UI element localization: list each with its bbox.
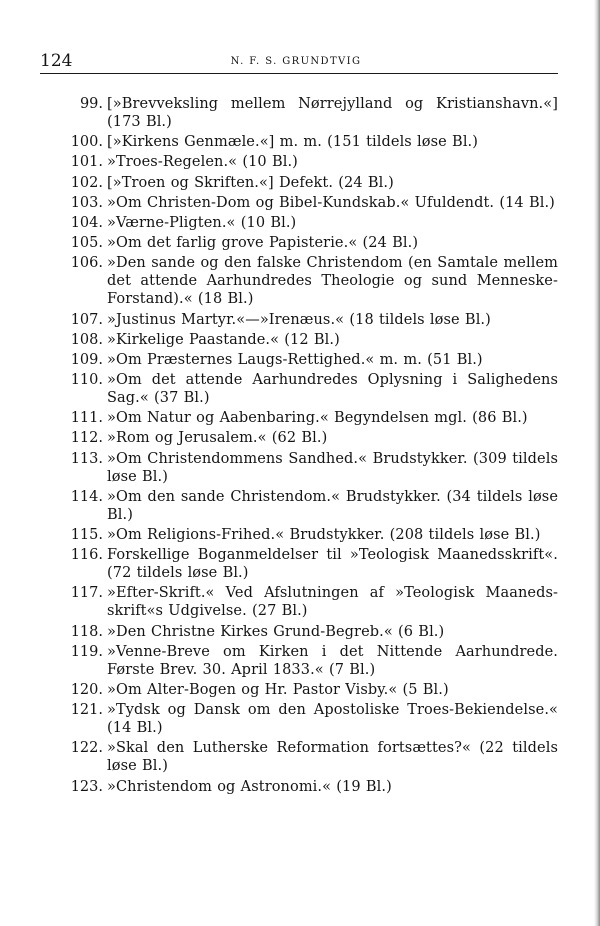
- entry-number: 122.: [70, 740, 103, 757]
- entry-text: »Om Religions-Frihed.« Brudstykker. (208 tildels løse Bl.): [107, 527, 541, 543]
- entry-text: [»Brevveksling mellem Nørrejylland og Kristianshavn.«] (173 Bl.): [107, 96, 558, 130]
- list-item: [58, 584, 558, 620]
- entry-text: »Om det farlig grove Papisterie.« (24 Bl.): [107, 235, 419, 252]
- list-item: [58, 371, 558, 407]
- entry-text: »Om Christendommens Sandhed.« Brudstykker. (309 tildels løse Bl.): [107, 450, 558, 485]
- entry-text: »Om det attende Aarhundredes Oplysning i Salighedens Sag.« (37 Bl.): [107, 372, 558, 407]
- entry-number: 107.: [70, 311, 103, 328]
- entry-text: [»Troen og Skriften.«] Defekt. (24 Bl.): [107, 174, 394, 191]
- list-item: [58, 153, 558, 171]
- list-item: [58, 234, 558, 252]
- entry-number: 111.: [70, 410, 103, 427]
- entry-number: 103.: [70, 194, 103, 211]
- list-item: [58, 331, 558, 349]
- list-item: [58, 351, 558, 369]
- entry-number: 106.: [70, 255, 103, 272]
- entry-text: »Den Christne Kirkes Grund-Begreb.« (6 Bl.): [107, 623, 445, 640]
- entry-text: »Skal den Lutherske Reformation fortsættes?« (22 tildels løse Bl.): [107, 740, 558, 775]
- manuscript-list: [58, 95, 558, 798]
- entry-number: 119.: [70, 643, 103, 660]
- running-head: N. F. S. GRUNDTVIG: [230, 56, 362, 67]
- list-item: [58, 681, 558, 699]
- list-item: [58, 778, 558, 796]
- entry-text: [»Kirkens Genmæle.«] m. m. (151 tildels løse Bl.): [107, 134, 479, 151]
- entry-text: »Venne-Breve om Kirken i det Nittende Aarhundrede. Første Brev. 30. April 1833.« (7 Bl.): [107, 643, 558, 678]
- entry-number: 120.: [70, 681, 103, 698]
- entry-number: 123.: [70, 778, 103, 795]
- entry-number: 110.: [70, 372, 103, 389]
- entry-text: »Om den sande Christendom.« Brudstykker. (34 tildels løse Bl.): [107, 488, 558, 523]
- list-item: [58, 254, 558, 308]
- entry-text: »Om Christen-Dom og Bibel-Kundskab.« Ufuldendt. (14 Bl.): [107, 194, 555, 211]
- entry-text: »Rom og Jerusalem.« (62 Bl.): [107, 430, 328, 447]
- list-item: [58, 450, 558, 486]
- entry-number: 116.: [70, 547, 103, 564]
- entry-number: 100.: [70, 134, 103, 151]
- entry-number: 105.: [70, 235, 103, 252]
- entry-text: »Justinus Martyr.«—»Irenæus.« (18 tildels løse Bl.): [107, 311, 491, 328]
- list-item: [58, 739, 558, 775]
- list-item: [58, 701, 558, 737]
- entry-text: Forskellige Boganmeldelser til »Teologisk Maanedsskrift«. (72 tildels løse Bl.): [107, 547, 558, 582]
- entry-text: »Den sande og den falske Christendom (en Samtale mellem det attende Aarhundredes Theologie og sund Menneske-Forstand).« (18 Bl.): [107, 255, 558, 308]
- page-edge-shadow: [594, 0, 600, 926]
- entry-number: 117.: [70, 585, 103, 602]
- list-item: [58, 214, 558, 232]
- entry-text: »Efter-Skrift.« Ved Afslutningen af »Teologisk Maaneds-skrift«s Udgivelse. (27 Bl.): [107, 585, 558, 620]
- list-item: [58, 643, 558, 679]
- list-item: [58, 194, 558, 212]
- entry-text: »Om Alter-Bogen og Hr. Pastor Visby.« (5 Bl.): [107, 681, 449, 698]
- entry-number: 99.: [79, 96, 103, 112]
- list-item: [58, 311, 558, 329]
- list-item: [58, 429, 558, 447]
- header-rule: [40, 73, 558, 74]
- list-item: [58, 546, 558, 582]
- entry-number: 109.: [70, 351, 103, 368]
- entry-number: 113.: [70, 450, 103, 467]
- list-item: [58, 526, 558, 544]
- page-header: [40, 46, 552, 76]
- entry-text: »Troes-Regelen.« (10 Bl.): [107, 154, 298, 171]
- entry-text: »Tydsk og Dansk om den Apostoliske Troes-Bekiendelse.« (14 Bl.): [107, 702, 558, 737]
- entry-number: 112.: [70, 430, 103, 447]
- entry-number: 118.: [70, 623, 103, 640]
- list-item: [58, 95, 558, 131]
- entry-text: »Christendom og Astronomi.« (19 Bl.): [107, 778, 392, 795]
- entry-text: »Værne-Pligten.« (10 Bl.): [107, 214, 297, 231]
- entry-number: 114.: [70, 488, 103, 505]
- list-item: [58, 174, 558, 192]
- entry-number: 102.: [70, 174, 103, 191]
- entry-number: 108.: [70, 331, 103, 348]
- entry-number: 115.: [70, 527, 103, 543]
- entry-text: »Om Natur og Aabenbaring.« Begyndelsen mgl. (86 Bl.): [107, 410, 528, 427]
- page-number: 124: [40, 51, 73, 71]
- entry-text: »Kirkelige Paastande.« (12 Bl.): [107, 331, 340, 348]
- list-item: [58, 409, 558, 427]
- entry-number: 104.: [70, 214, 103, 231]
- entry-number: 121.: [70, 702, 103, 719]
- entry-number: 101.: [70, 154, 103, 171]
- list-item: [58, 133, 558, 151]
- list-item: [58, 623, 558, 641]
- entry-text: »Om Præsternes Laugs-Rettighed.« m. m. (51 Bl.): [107, 351, 483, 368]
- list-item: [58, 488, 558, 524]
